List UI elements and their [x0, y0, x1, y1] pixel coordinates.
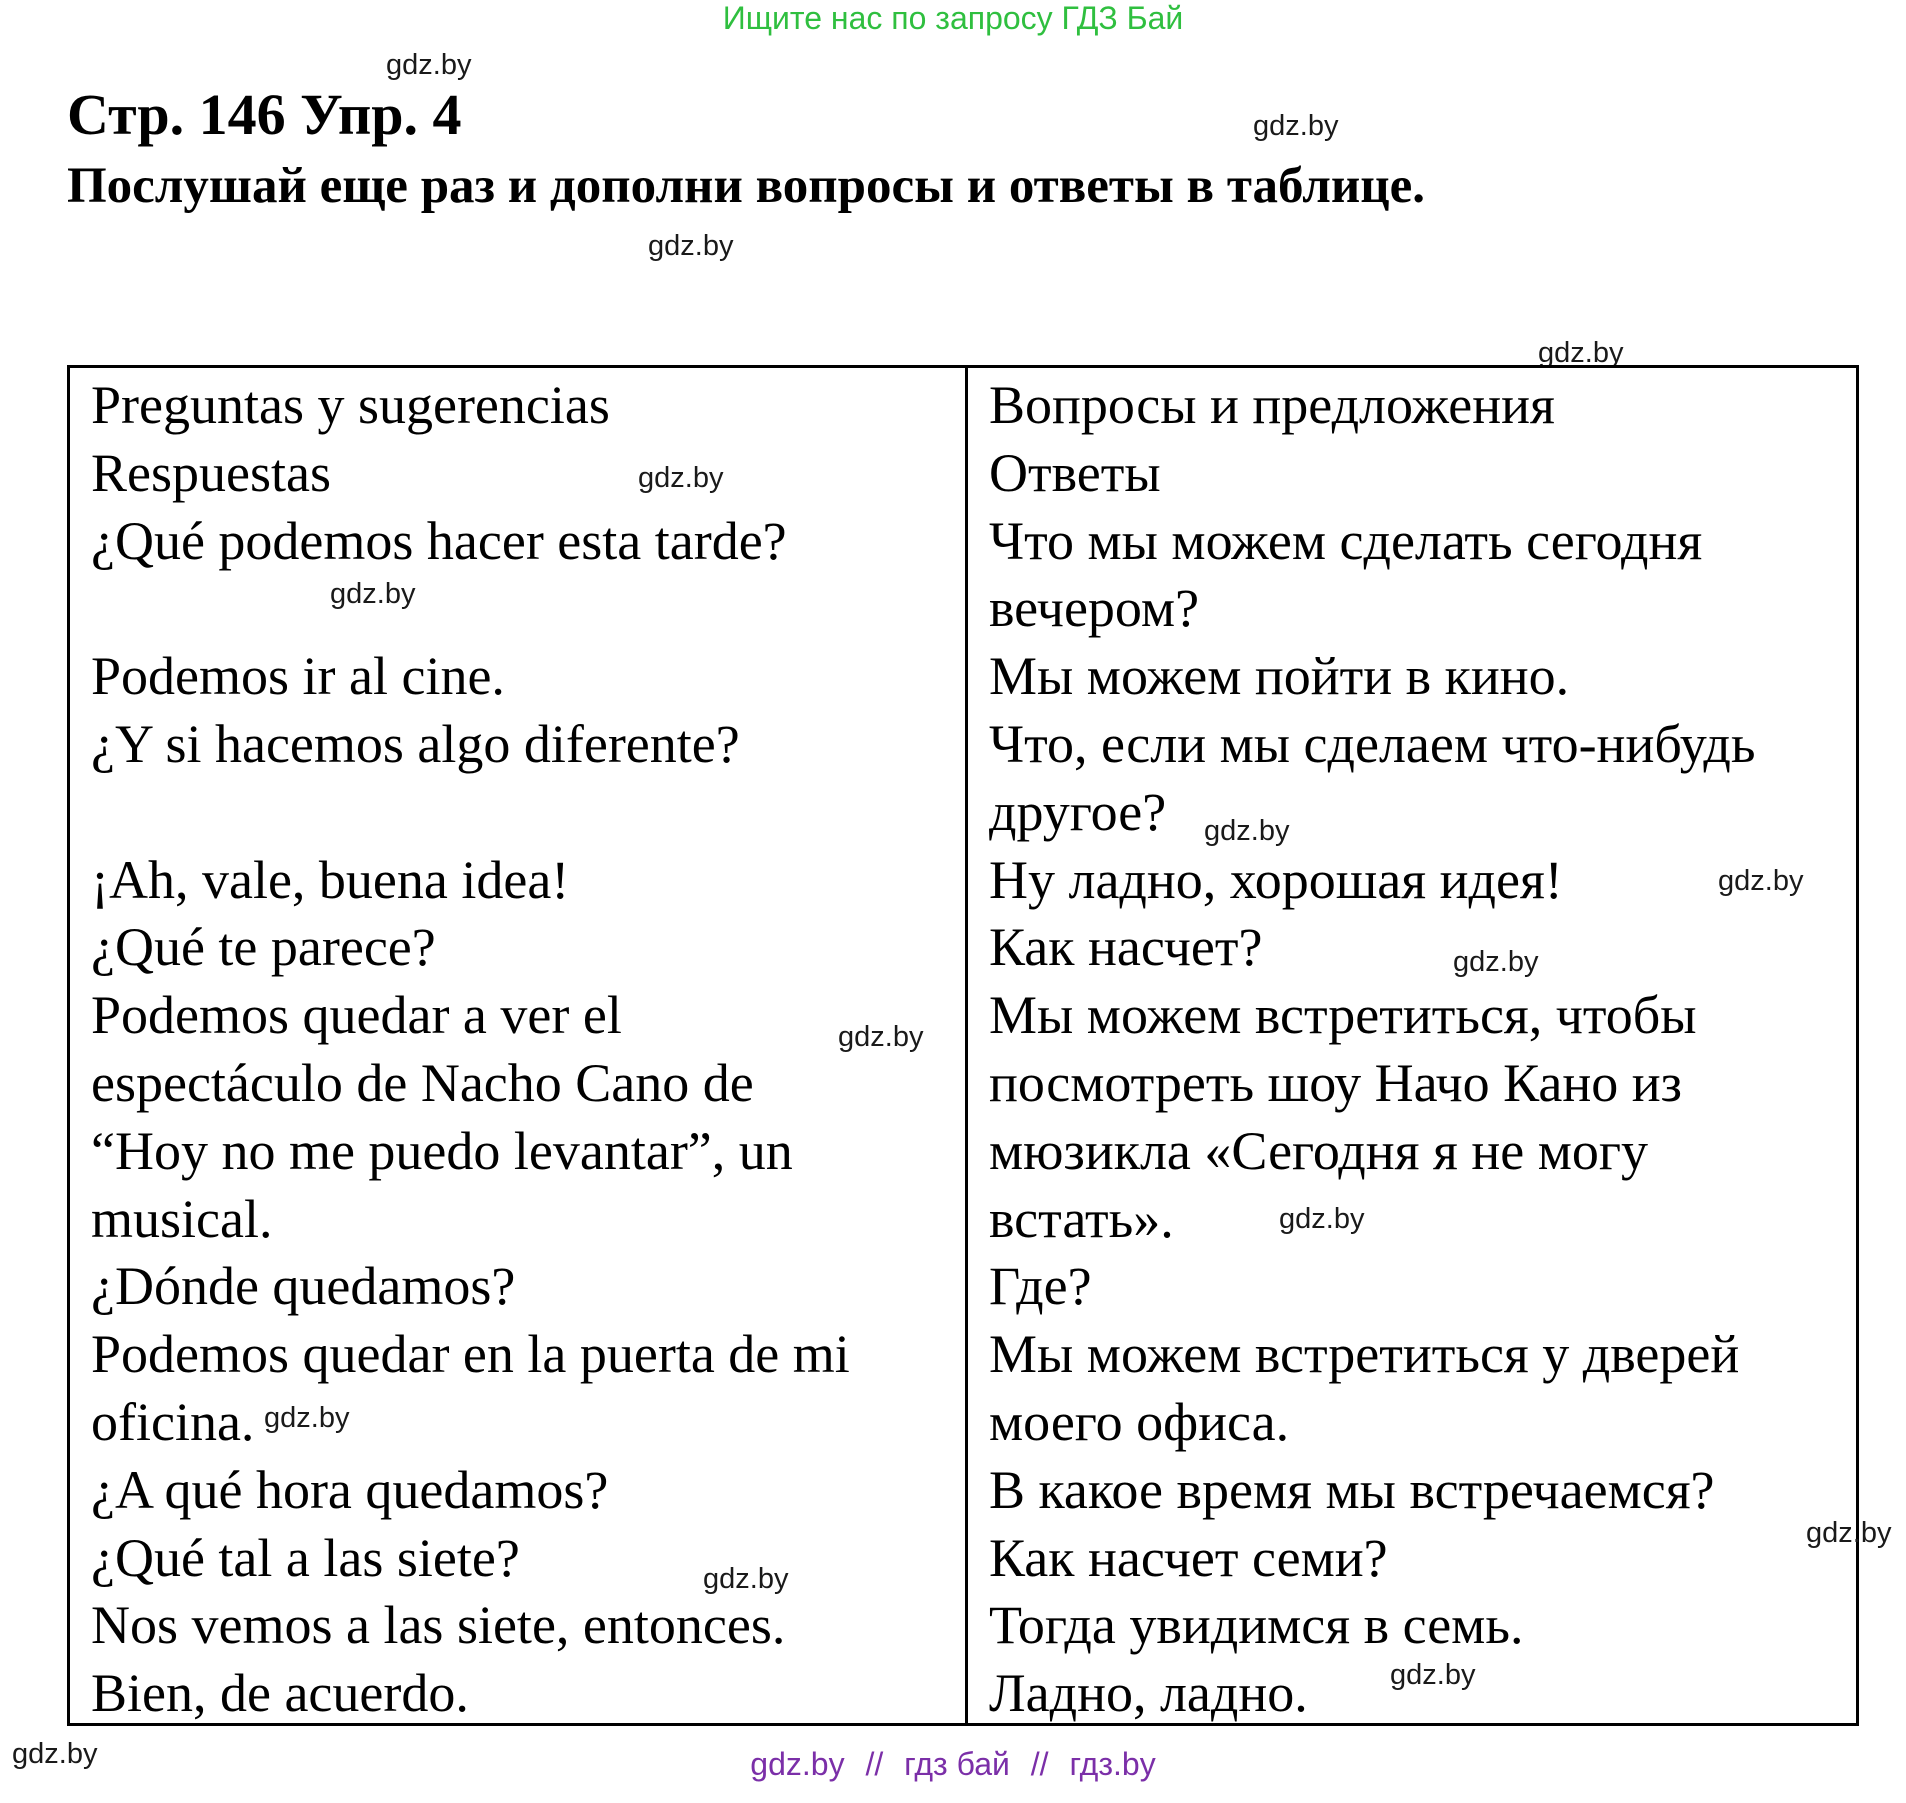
watermark: gdz.by	[386, 49, 472, 81]
footer-link-gdz-by[interactable]: gdz.by	[750, 1746, 845, 1782]
russian-line: вечером?	[989, 578, 1200, 639]
russian-line: Мы можем встретиться, чтобы	[989, 985, 1697, 1046]
russian-line: Как насчет?	[989, 917, 1263, 978]
spanish-line: Podemos ir al cine.	[91, 646, 505, 707]
russian-line: Что мы можем сделать сегодня	[989, 510, 1703, 571]
spanish-column	[91, 372, 850, 1728]
watermark: gdz.by	[12, 1738, 98, 1770]
spanish-line: musical.	[91, 1188, 273, 1249]
watermark: gdz.by	[1538, 337, 1624, 369]
russian-line: другое?	[989, 781, 1167, 842]
russian-column	[989, 372, 1755, 1728]
watermark: gdz.by	[1204, 815, 1290, 847]
russian-line: Мы можем встретиться у дверей	[989, 1324, 1740, 1385]
watermark: gdz.by	[703, 1563, 789, 1595]
spanish-line: ¿Qué tal a las siete?	[91, 1527, 520, 1588]
spanish-line: Respuestas	[91, 442, 331, 503]
russian-line: В какое время мы встречаемся?	[989, 1459, 1715, 1520]
russian-line: Ответы	[989, 442, 1161, 503]
russian-line: моего офиса.	[989, 1391, 1290, 1452]
footer-links	[0, 1746, 1906, 1782]
spanish-line: oficina.	[91, 1391, 255, 1452]
spanish-line: Podemos quedar en la puerta de mi	[91, 1324, 850, 1385]
spanish-line: ¿Qué te parece?	[91, 917, 436, 978]
spanish-line: ¿Dónde quedamos?	[91, 1256, 516, 1317]
spanish-line: ¡Ah, vale, buena idea!	[91, 849, 570, 910]
watermark: gdz.by	[1718, 865, 1804, 897]
spanish-line: Preguntas y sugerencias	[91, 375, 610, 435]
watermark: gdz.by	[1390, 1659, 1476, 1691]
watermark: gdz.by	[648, 230, 734, 262]
footer-link-gdz-by-cyr[interactable]: гдз.by	[1069, 1746, 1156, 1782]
translation-table	[67, 365, 1859, 1726]
watermark: gdz.by	[1453, 946, 1539, 978]
spanish-line: ¿A qué hora quedamos?	[91, 1459, 609, 1520]
footer-separator: //	[865, 1746, 884, 1782]
watermark: gdz.by	[1253, 110, 1339, 142]
column-divider	[965, 368, 968, 1723]
spanish-line: Podemos quedar a ver el	[91, 985, 622, 1046]
russian-line: Ладно, ладно.	[989, 1663, 1308, 1724]
page-title: Стр. 146 Упр. 4	[67, 82, 462, 147]
top-banner: Ищите нас по запросу ГДЗ Бай	[722, 0, 1184, 36]
russian-line: Что, если мы сделаем что-нибудь	[989, 713, 1756, 774]
spanish-line: Nos vemos a las siete, entonces.	[91, 1595, 786, 1656]
russian-line: Мы можем пойти в кино.	[989, 646, 1570, 707]
russian-line: мюзикла «Сегодня я не могу	[989, 1120, 1649, 1181]
watermark: gdz.by	[838, 1021, 924, 1053]
task-instruction: Послушай еще раз и дополни вопросы и ответы в таблице.	[67, 158, 1425, 214]
russian-line: посмотреть шоу Начо Кано из	[989, 1052, 1683, 1113]
footer-separator: //	[1030, 1746, 1049, 1782]
russian-line: встать».	[989, 1188, 1174, 1249]
watermark: gdz.by	[638, 462, 724, 494]
spanish-line	[91, 779, 850, 847]
spanish-line: ¿Y si hacemos algo diferente?	[91, 713, 740, 774]
watermark: gdz.by	[1279, 1203, 1365, 1235]
spanish-line: ¿Qué podemos hacer esta tarde?	[91, 510, 787, 571]
russian-line: Ну ладно, хорошая идея!	[989, 849, 1563, 910]
spanish-line	[91, 575, 850, 643]
watermark: gdz.by	[330, 578, 416, 610]
spanish-line: Bien, de acuerdo.	[91, 1663, 469, 1724]
russian-line: Вопросы и предложения	[989, 375, 1555, 435]
spanish-line: espectáculo de Nacho Cano de	[91, 1052, 754, 1113]
watermark: gdz.by	[1806, 1517, 1892, 1549]
watermark: gdz.by	[264, 1402, 350, 1434]
russian-line: Как насчет семи?	[989, 1527, 1388, 1588]
spanish-line: “Hoy no me puedo levantar”, un	[91, 1120, 793, 1181]
russian-line: Где?	[989, 1256, 1092, 1317]
footer-link-gdz-bai[interactable]: гдз бай	[904, 1746, 1010, 1782]
russian-line: Тогда увидимся в семь.	[989, 1595, 1524, 1656]
